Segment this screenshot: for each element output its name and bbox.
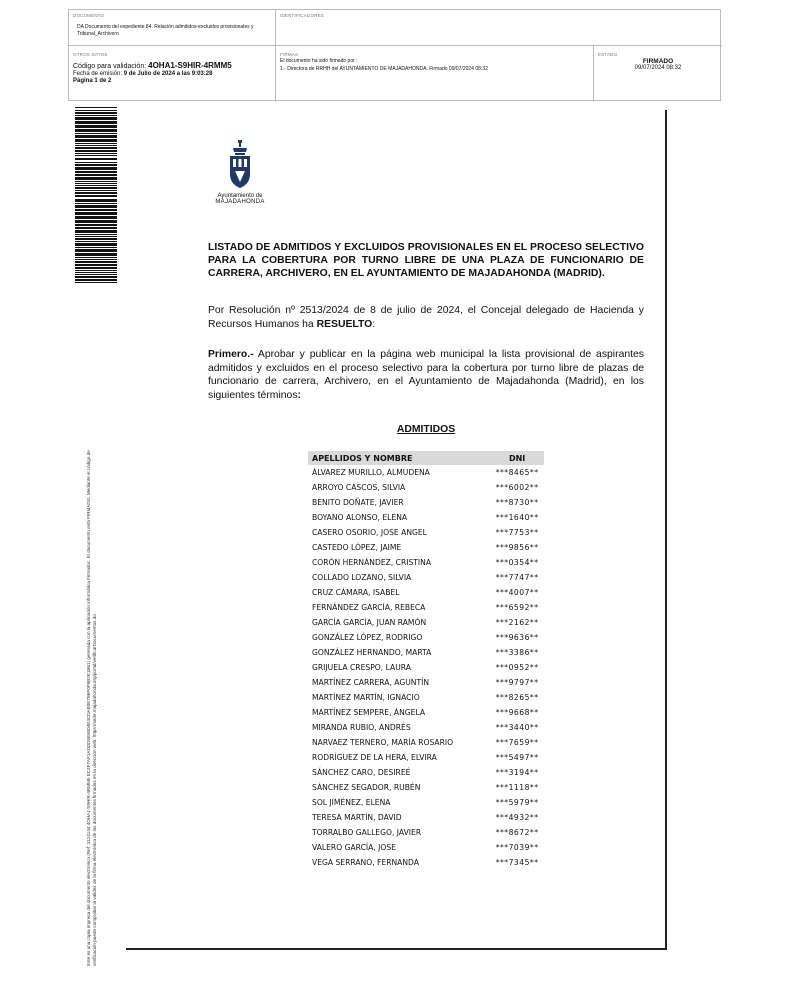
table-row: [308, 585, 544, 600]
cell-name: CORÓN HERNÁNDEZ, CRISTINA: [312, 558, 432, 567]
cell-name: SÁNCHEZ CARO, DESIREÉ: [312, 768, 411, 777]
column-header-dni: DNI: [490, 451, 544, 465]
cell-dni: ***0354**: [495, 558, 539, 567]
cell-dni: ***8265**: [495, 693, 539, 702]
cell-name: ÁLVAREZ MURILLO, ALMUDENA: [312, 468, 430, 477]
table-row: [308, 510, 544, 525]
documento-value: DA Documento del expediente 84. Relación admitidos-excluidos provisionales y Tribunal_Archivero: [77, 24, 254, 37]
document-header: [68, 9, 721, 101]
cell-name: VALERO GARCÍA, JOSE: [312, 843, 396, 852]
table-row: [308, 480, 544, 495]
firmas-line-1: El documento ha sido firmado por :: [280, 58, 358, 64]
cell-name: MARTÍNEZ MARTÍN, IGNACIO: [312, 693, 420, 702]
estado-value: FIRMADO: [642, 58, 674, 65]
table-row: [308, 780, 544, 795]
cell-name: BOYANO ALONSO, ELENA: [312, 513, 408, 522]
cell-dni: ***6592**: [495, 603, 539, 612]
admitidos-table: [308, 451, 544, 870]
firmas-cell: [276, 46, 594, 102]
cell-name: GRIJUELA CRESPO, LAURA: [312, 663, 411, 672]
table-row: [308, 810, 544, 825]
cell-dni: ***5497**: [495, 753, 539, 762]
issue-date-label: Fecha de emisión:: [73, 71, 123, 77]
table-row: [308, 615, 544, 630]
cell-name: GONZÁLEZ HERNANDO, MARTA: [312, 648, 432, 657]
otros-datos-cell: [69, 46, 276, 102]
cell-name: CRUZ CÁMARA, ISABEL: [312, 588, 400, 597]
table-row: [308, 600, 544, 615]
cell-name: SÁNCHEZ SEGADOR, RUBÉN: [312, 783, 421, 792]
cell-name: NARVAEZ TERNERO, MARÍA ROSARIO: [312, 738, 454, 747]
cell-dni: ***7753**: [495, 528, 539, 537]
cell-dni: ***3194**: [495, 768, 539, 777]
cell-dni: ***8730**: [495, 498, 539, 507]
cell-name: VEGA SERRANO, FERNANDA: [312, 858, 419, 867]
cell-dni: ***8672**: [495, 828, 539, 837]
resuelto-text: RESUELTO: [316, 318, 373, 330]
cell-dni: ***7345**: [495, 858, 539, 867]
otros-datos-label: OTROS DATOS: [73, 52, 108, 57]
cell-dni: ***6002**: [495, 483, 539, 492]
issue-date: [73, 71, 271, 77]
logo-line-2: MAJADAHONDA: [215, 199, 265, 205]
table-row: [308, 795, 544, 810]
identificadores-cell: [276, 10, 722, 46]
cell-dni: ***4932**: [495, 813, 539, 822]
cell-dni: ***3386**: [495, 648, 539, 657]
barcode-icon: [75, 107, 117, 283]
cell-dni: ***9668**: [495, 708, 539, 717]
cell-dni: ***9797**: [495, 678, 539, 687]
table-row: [308, 705, 544, 720]
admitidos-heading: ADMITIDOS: [396, 424, 456, 435]
cell-dni: ***7747**: [495, 573, 539, 582]
cell-dni: ***3440**: [495, 723, 539, 732]
cell-name: SOL JIMÉNEZ, ELENA: [312, 798, 391, 807]
table-header-row: [308, 451, 544, 465]
cell-name: GONZÁLEZ LÓPEZ, RODRIGO: [312, 633, 423, 642]
estado-date: 09/07/2024 08:32: [634, 65, 682, 71]
cell-name: RODRÍGUEZ DE LA HERA, ELVIRA: [312, 753, 437, 762]
cell-name: MARTÍNEZ CARRERA, AGUNTÍN: [312, 678, 430, 687]
table-row: [308, 660, 544, 675]
table-row: [308, 720, 544, 735]
document-title: LISTADO DE ADMITIDOS Y EXCLUIDOS PROVISIONALES EN EL PROCESO SELECTIVO PARA LA COBERTURA POR TURNO LIBRE DE UNA PLAZA DE FUNCIONARIO DE CARRERA, ARCHIVERO, EN EL AYUNTAMIENTO DE MAJADAHONDA (MADRID).: [208, 242, 644, 279]
cell-dni: ***1640**: [495, 513, 539, 522]
cell-dni: ***2162**: [495, 618, 539, 627]
estado-cell: [594, 46, 722, 102]
column-header-name: APELLIDOS Y NOMBRE: [308, 451, 490, 465]
estado-label: ESTADO: [598, 52, 618, 57]
cell-dni: ***1118**: [495, 783, 539, 792]
table-row: [308, 465, 544, 480]
table-row: [308, 675, 544, 690]
cell-name: GARCÍA GARCÍA, JUAN RAMÓN: [312, 618, 427, 627]
verification-side-text: [86, 296, 97, 966]
cell-dni: ***4007**: [495, 588, 539, 597]
table-row: [308, 855, 544, 870]
cell-name: MARTÍNEZ SEMPERE, ÁNGELA: [312, 708, 426, 717]
documento-label: DOCUMENTO: [73, 13, 105, 18]
identificadores-label: IDENTIFICADORES: [280, 13, 325, 18]
cell-dni: ***5979**: [495, 798, 539, 807]
validation-code: [73, 61, 271, 70]
side-text-line-2: verificación puede comprobar la validez de la firma electrónica de los documentos firmados en la dirección web: https://sede.majadahonda.org/portal/verificarDocumentos.do: [91, 614, 97, 966]
cell-name: CASTEDO LÓPEZ, JAIME: [312, 543, 402, 552]
table-row: [308, 735, 544, 750]
primero-lead: Primero.-: [208, 349, 254, 360]
firmas-line-2: 1.- Directora de RRHH del AYUNTAMIENTO DE MAJADAHONDA. Firmado 09/07/2024 08:32: [280, 66, 488, 72]
documento-cell: [69, 10, 276, 46]
table-row: [308, 840, 544, 855]
cell-name: MIRANDA RUBIO, ANDRÉS: [312, 723, 411, 732]
table-row: [308, 750, 544, 765]
municipal-logo: [205, 140, 275, 205]
resolution-paragraph: Por Resolución nº 2513/2024 de 8 de julio de 2024, el Concejal delegado de Hacienda y Recursos Humanos ha RESUELTO:: [208, 305, 644, 330]
cell-name: TERESA MARTÍN, DAVID: [312, 813, 402, 822]
cell-dni: ***9636**: [495, 633, 539, 642]
table-row: [308, 690, 544, 705]
table-row: [308, 825, 544, 840]
cell-dni: ***0952**: [495, 663, 539, 672]
primero-paragraph: Primero.- Aprobar y publicar en la página web municipal la lista provisional de aspirantes admitidos y excluidos en el proceso selectivo para la cobertura por turno libre de plazas de funcionario de carrera, Archivero, en el Ayuntamiento de Majadahonda (Madrid), en los siguientes términos:: [208, 349, 644, 401]
cell-name: FERNÁNDEZ GARCÍA, REBECA: [312, 603, 426, 612]
cell-dni: ***9856**: [495, 543, 539, 552]
logo-line-1: Ayuntamiento de: [217, 193, 263, 199]
side-text-line-1: Este es una copia impresa del documento electrónico (Ref: 3124144 4OHA1-S9HIR-4RMM5 EC4F7AF1ADDD5E6004E4CDAE0E7B6F0F9B2E1B61) generada con la aplicación informática Firmadoc. El documento está FIRMADO. Mediante el código de: [86, 450, 91, 966]
table-row: [308, 495, 544, 510]
cell-name: BENITO DOÑATE, JAVIER: [312, 498, 404, 507]
coat-of-arms-icon: [227, 140, 253, 192]
validation-code-label: Código para validación:: [73, 63, 147, 70]
cell-dni: ***7659**: [495, 738, 539, 747]
table-row: [308, 525, 544, 540]
cell-dni: ***7039**: [495, 843, 539, 852]
validation-code-value: 4OHA1-S9HIR-4RMM5: [148, 61, 232, 70]
cell-name: COLLADO LOZANO, SILVIA: [312, 573, 412, 582]
barcode: [75, 107, 117, 283]
cell-dni: ***8465**: [495, 468, 539, 477]
table-row: [308, 540, 544, 555]
table-row: [308, 570, 544, 585]
cell-name: CASERO OSORIO, JOSE ANGEL: [312, 528, 427, 537]
issue-date-value: 9 de Julio de 2024 a las 9:03:28: [123, 71, 213, 77]
table-row: [308, 765, 544, 780]
cell-name: ARROYO CASCOS, SILVIA: [312, 483, 406, 492]
firmas-label: FIRMAS: [280, 52, 299, 57]
cell-name: TORRALBO GALLEGO, JAVIER: [312, 828, 422, 837]
table-row: [308, 630, 544, 645]
table-row: [308, 555, 544, 570]
table-row: [308, 645, 544, 660]
page-number: Página 1 de 2: [73, 78, 112, 84]
